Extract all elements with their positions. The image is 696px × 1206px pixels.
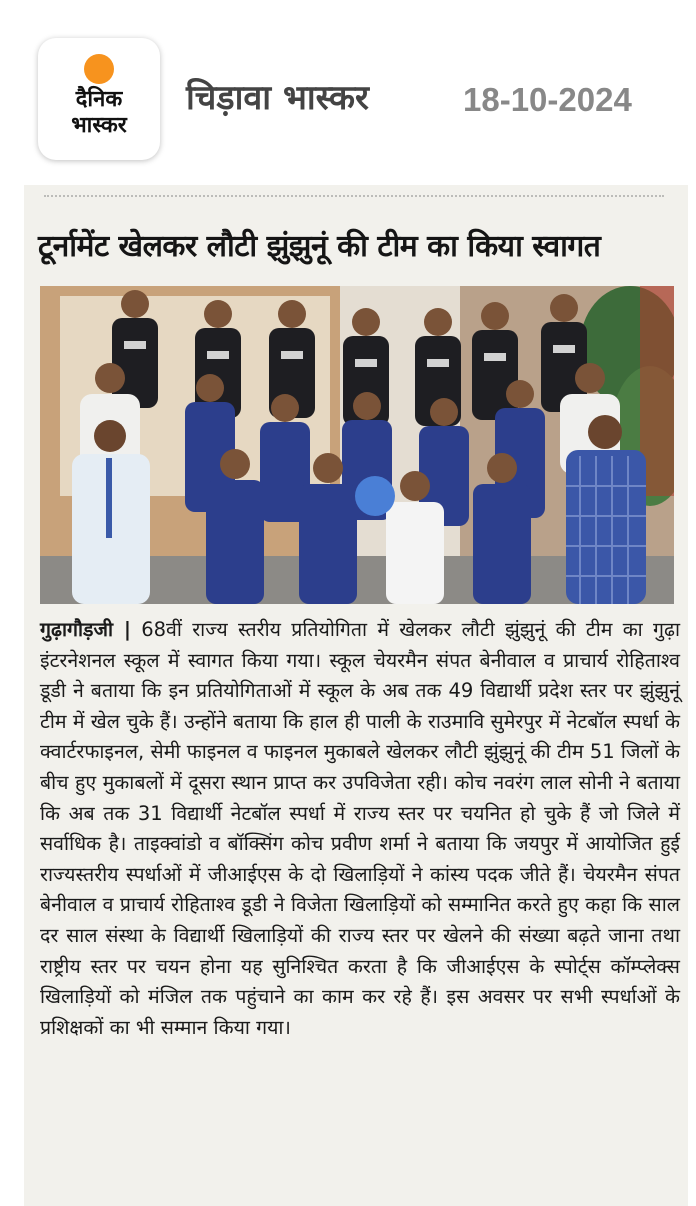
article-dateline: गुढ़ागौड़जी | xyxy=(40,618,131,641)
logo-text-line1: दैनिक xyxy=(75,87,123,112)
app-header xyxy=(0,0,696,190)
article-text: 68वीं राज्य स्तरीय प्रतियोगिता में खेलकर लौटी झुंझुनूं की टीम का गुढ़ा इंटरनेशनल स्कूल में स्वागत किया गया। स्कूल चेयरमैन संपत बेनीवाल व प्राचार्य रोहिताश्व डूडी ने बताया कि इन प्रतियोगिताओं में स्कूल के अब तक 49 विद्यार्थी प्रदेश स्तर पर झुंझुनूं टीम में खेल चुके हैं। उन्होंने बताया कि हाल ही पाली के राउमावि सुमेरपुर में नेटबॉल स्पर्धा के क्वार्टरफाइनल, सेमी फाइनल व फाइनल मुकाबले खेलकर लौटी झुंझुनूं की टीम 51 जिलों के बीच हुए मुकाबलों में दूसरा स्थान प्राप्त कर उपविजेता रही। कोच नवरंग लाल सोनी ने बताया कि अब तक 31 विद्यार्थी नेटबॉल स्पर्धा में राज्य स्तर पर चयनित हो चुके हैं जो जिले में सर्वाधिक है। ताइक्वांडो व बॉक्सिंग कोच प्रवीण शर्मा ने बताया कि जयपुर में आयोजित हुई राज्यस्तरीय स्पर्धाओं में जीआईएस के दो खिलाड़ियों ने कांस्य पदक जीते हैं। चेयरमैन संपत बेनीवाल व प्राचार्य रोहिताश्व डूडी ने विजेता खिलाड़ियों को सम्मानित करते हुए कहा कि साल दर साल संस्था के विद्यार्थी खिलाड़ियों की राज्य स्तर पर खेलने की संख्या बढ़ते जाना तथा राष्ट्रीय स्तर पर चयन होना यह सुनिश्चित करता है कि जीआईएस के स्पोर्ट्स कॉम्प्लेक्स खिलाड़ियों को मंजिल तक पहुंचाने का काम कर रहे हैं। इस अवसर पर सभी स्पर्धाओं के प्रशिक्षकों का भी सम्मान किया गया। xyxy=(40,618,680,1039)
newspaper-clipping xyxy=(24,185,688,1206)
edition-title: चिड़ावा भास्कर xyxy=(186,78,369,118)
edition-date: 18-10-2024 xyxy=(463,81,632,118)
article-headline: टूर्नामेंट खेलकर लौटी झुंझुनूं की टीम का किया स्वागत xyxy=(38,229,601,264)
sun-icon xyxy=(84,54,114,84)
dainik-bhaskar-logo[interactable] xyxy=(38,38,160,160)
article-body xyxy=(40,615,680,1043)
team-photo xyxy=(40,286,674,604)
logo-text-line2: भास्कर xyxy=(71,113,127,138)
top-dotted-rule xyxy=(44,195,664,203)
